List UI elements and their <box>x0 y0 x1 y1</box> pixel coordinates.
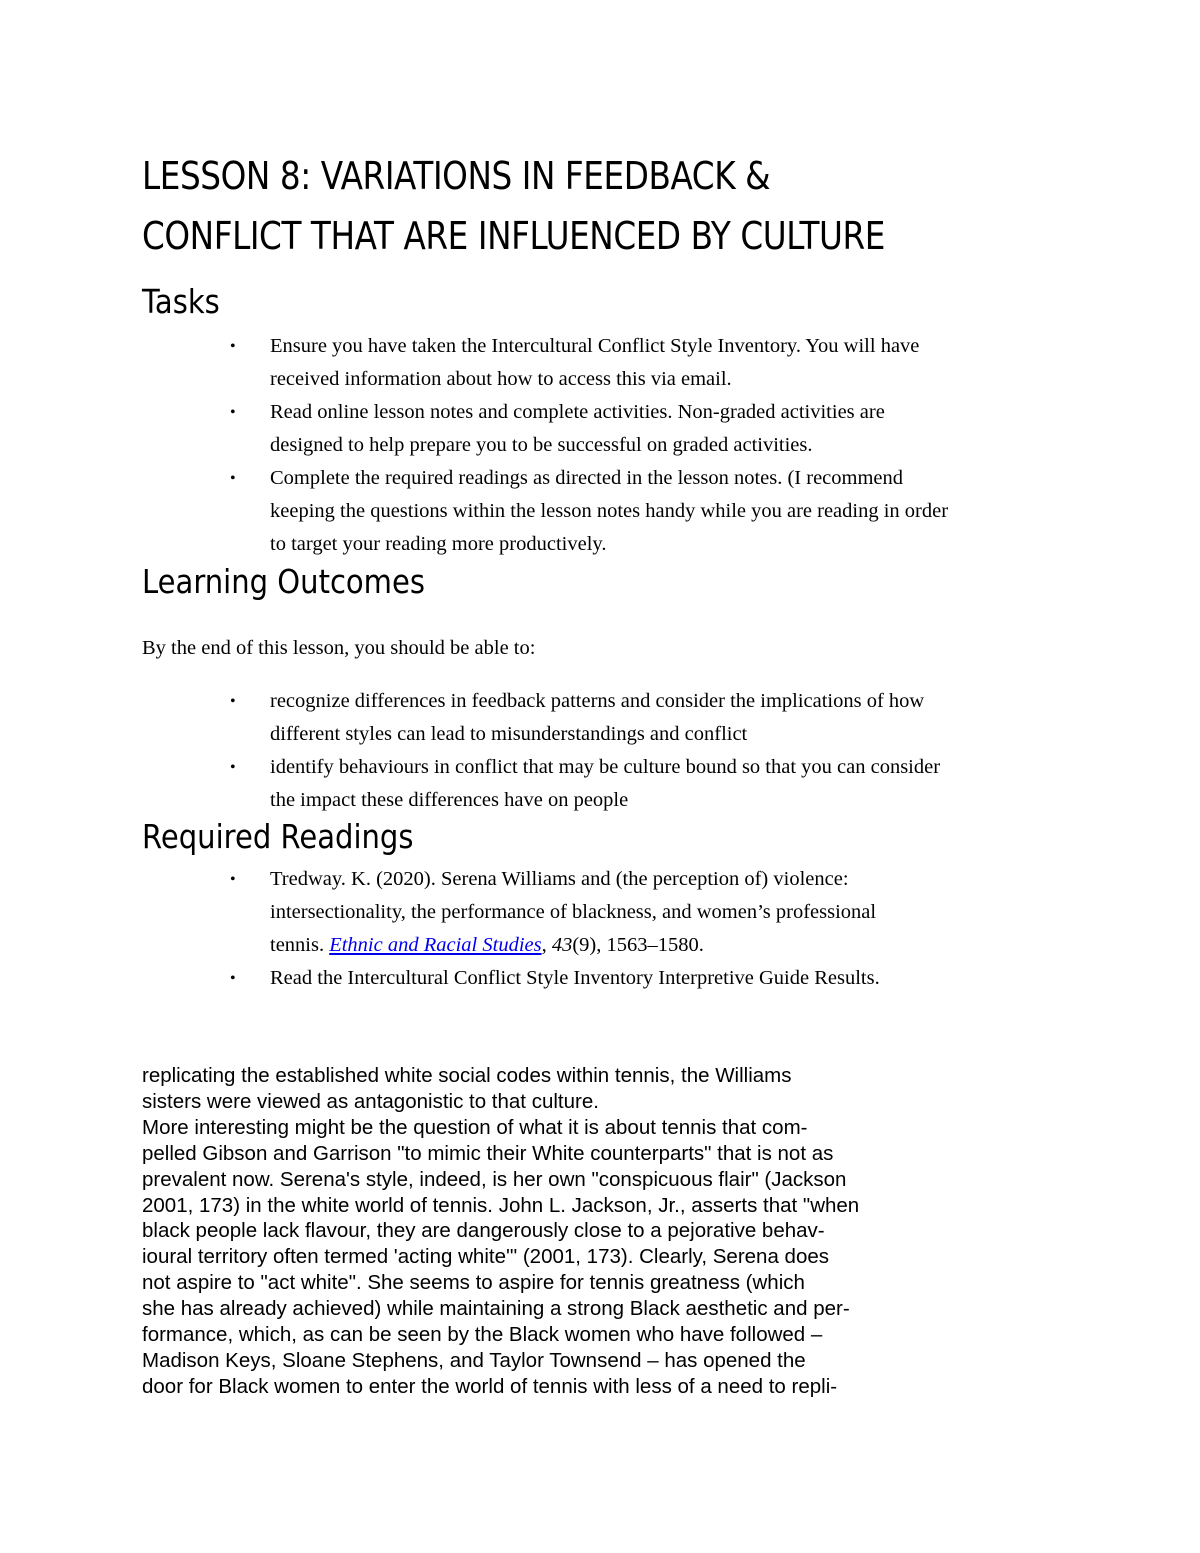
excerpt-line: pelled Gibson and Garrison "to mimic their White counterparts" that is not as <box>142 1141 834 1165</box>
tasks-list <box>228 330 1028 561</box>
bullet-icon: • <box>230 871 236 888</box>
volume: 43 <box>551 934 573 956</box>
excerpt-line: door for Black women to enter the world of tennis with less of a need to repli- <box>142 1374 838 1398</box>
excerpt-line: sisters were viewed as antagonistic to that culture. <box>142 1089 599 1113</box>
journal-link[interactable]: Ethnic and Racial Studies <box>329 934 542 956</box>
excerpt-line: black people lack flavour, they are dangerously close to a pejorative behav- <box>142 1219 825 1243</box>
excerpt-line: More interesting might be the question of what it is about tennis that com- <box>142 1115 808 1139</box>
readings-list <box>228 863 1028 995</box>
page-title <box>142 146 968 266</box>
list-item: • Tredway. K. (2020). Serena Williams and (the perception of) violence: intersectionality, the performance of blackness, and women’s professional tennis. Ethnic and Racial Studies, 43(9), 1563–1580. <box>228 863 1028 962</box>
excerpt-line: she has already achieved) while maintaining a strong Black aesthetic and per- <box>142 1297 850 1321</box>
excerpt-line: 2001, 173) in the white world of tennis. John L. Jackson, Jr., asserts that "when <box>142 1193 860 1217</box>
bullet-icon: • <box>230 759 236 776</box>
excerpt-line: ioural territory often termed 'acting white'" (2001, 173). Clearly, Serena does <box>142 1245 830 1269</box>
outcomes-intro: By the end of this lesson, you should be able to: <box>142 637 536 659</box>
list-item: • Ensure you have taken the Intercultural Conflict Style Inventory. You will have received information about how to access this via email. <box>228 330 1028 396</box>
excerpt-line: not aspire to "act white". She seems to aspire for tennis greatness (which <box>142 1271 805 1295</box>
article-excerpt <box>142 1063 962 1400</box>
bullet-icon: • <box>230 970 236 987</box>
list-item: • Read online lesson notes and complete activities. Non-graded activities are designed to help prepare you to be successful on graded activities. <box>228 396 1028 462</box>
required-readings-heading: Required Readings <box>142 817 414 856</box>
bullet-icon: • <box>230 338 236 355</box>
learning-outcomes-heading: Learning Outcomes <box>142 562 425 601</box>
bullet-icon: • <box>230 470 236 487</box>
excerpt-line: formance, which, as can be seen by the Black women who have followed – <box>142 1323 823 1347</box>
title-line-2: CONFLICT THAT ARE INFLUENCED BY CULTURE <box>142 214 885 258</box>
list-item: • Read the Intercultural Conflict Style Inventory Interpretive Guide Results. <box>228 962 1028 995</box>
list-item: • identify behaviours in conflict that may be culture bound so that you can consider the impact these differences have on people <box>228 751 1028 817</box>
tasks-heading: Tasks <box>142 282 220 321</box>
excerpt-line: replicating the established white social codes within tennis, the Williams <box>142 1064 792 1087</box>
list-item: • Complete the required readings as directed in the lesson notes. (I recommend keeping the questions within the lesson notes handy while you are reading in order to target your reading more productively. <box>228 462 1028 561</box>
excerpt-line: prevalent now. Serena's style, indeed, is her own "conspicuous flair" (Jackson <box>142 1167 847 1191</box>
excerpt-line: Madison Keys, Sloane Stephens, and Taylor Townsend – has opened the <box>142 1348 806 1372</box>
title-line-1: LESSON 8: VARIATIONS IN FEEDBACK & <box>142 154 771 198</box>
bullet-icon: • <box>230 693 236 710</box>
citation-line-3: tennis. Ethnic and Racial Studies, 43(9), 1563–1580. <box>270 934 704 956</box>
list-item: • recognize differences in feedback patterns and consider the implications of how different styles can lead to misunderstandings and conflict <box>228 685 1028 751</box>
bullet-icon: • <box>230 404 236 421</box>
outcomes-list <box>228 685 1028 817</box>
